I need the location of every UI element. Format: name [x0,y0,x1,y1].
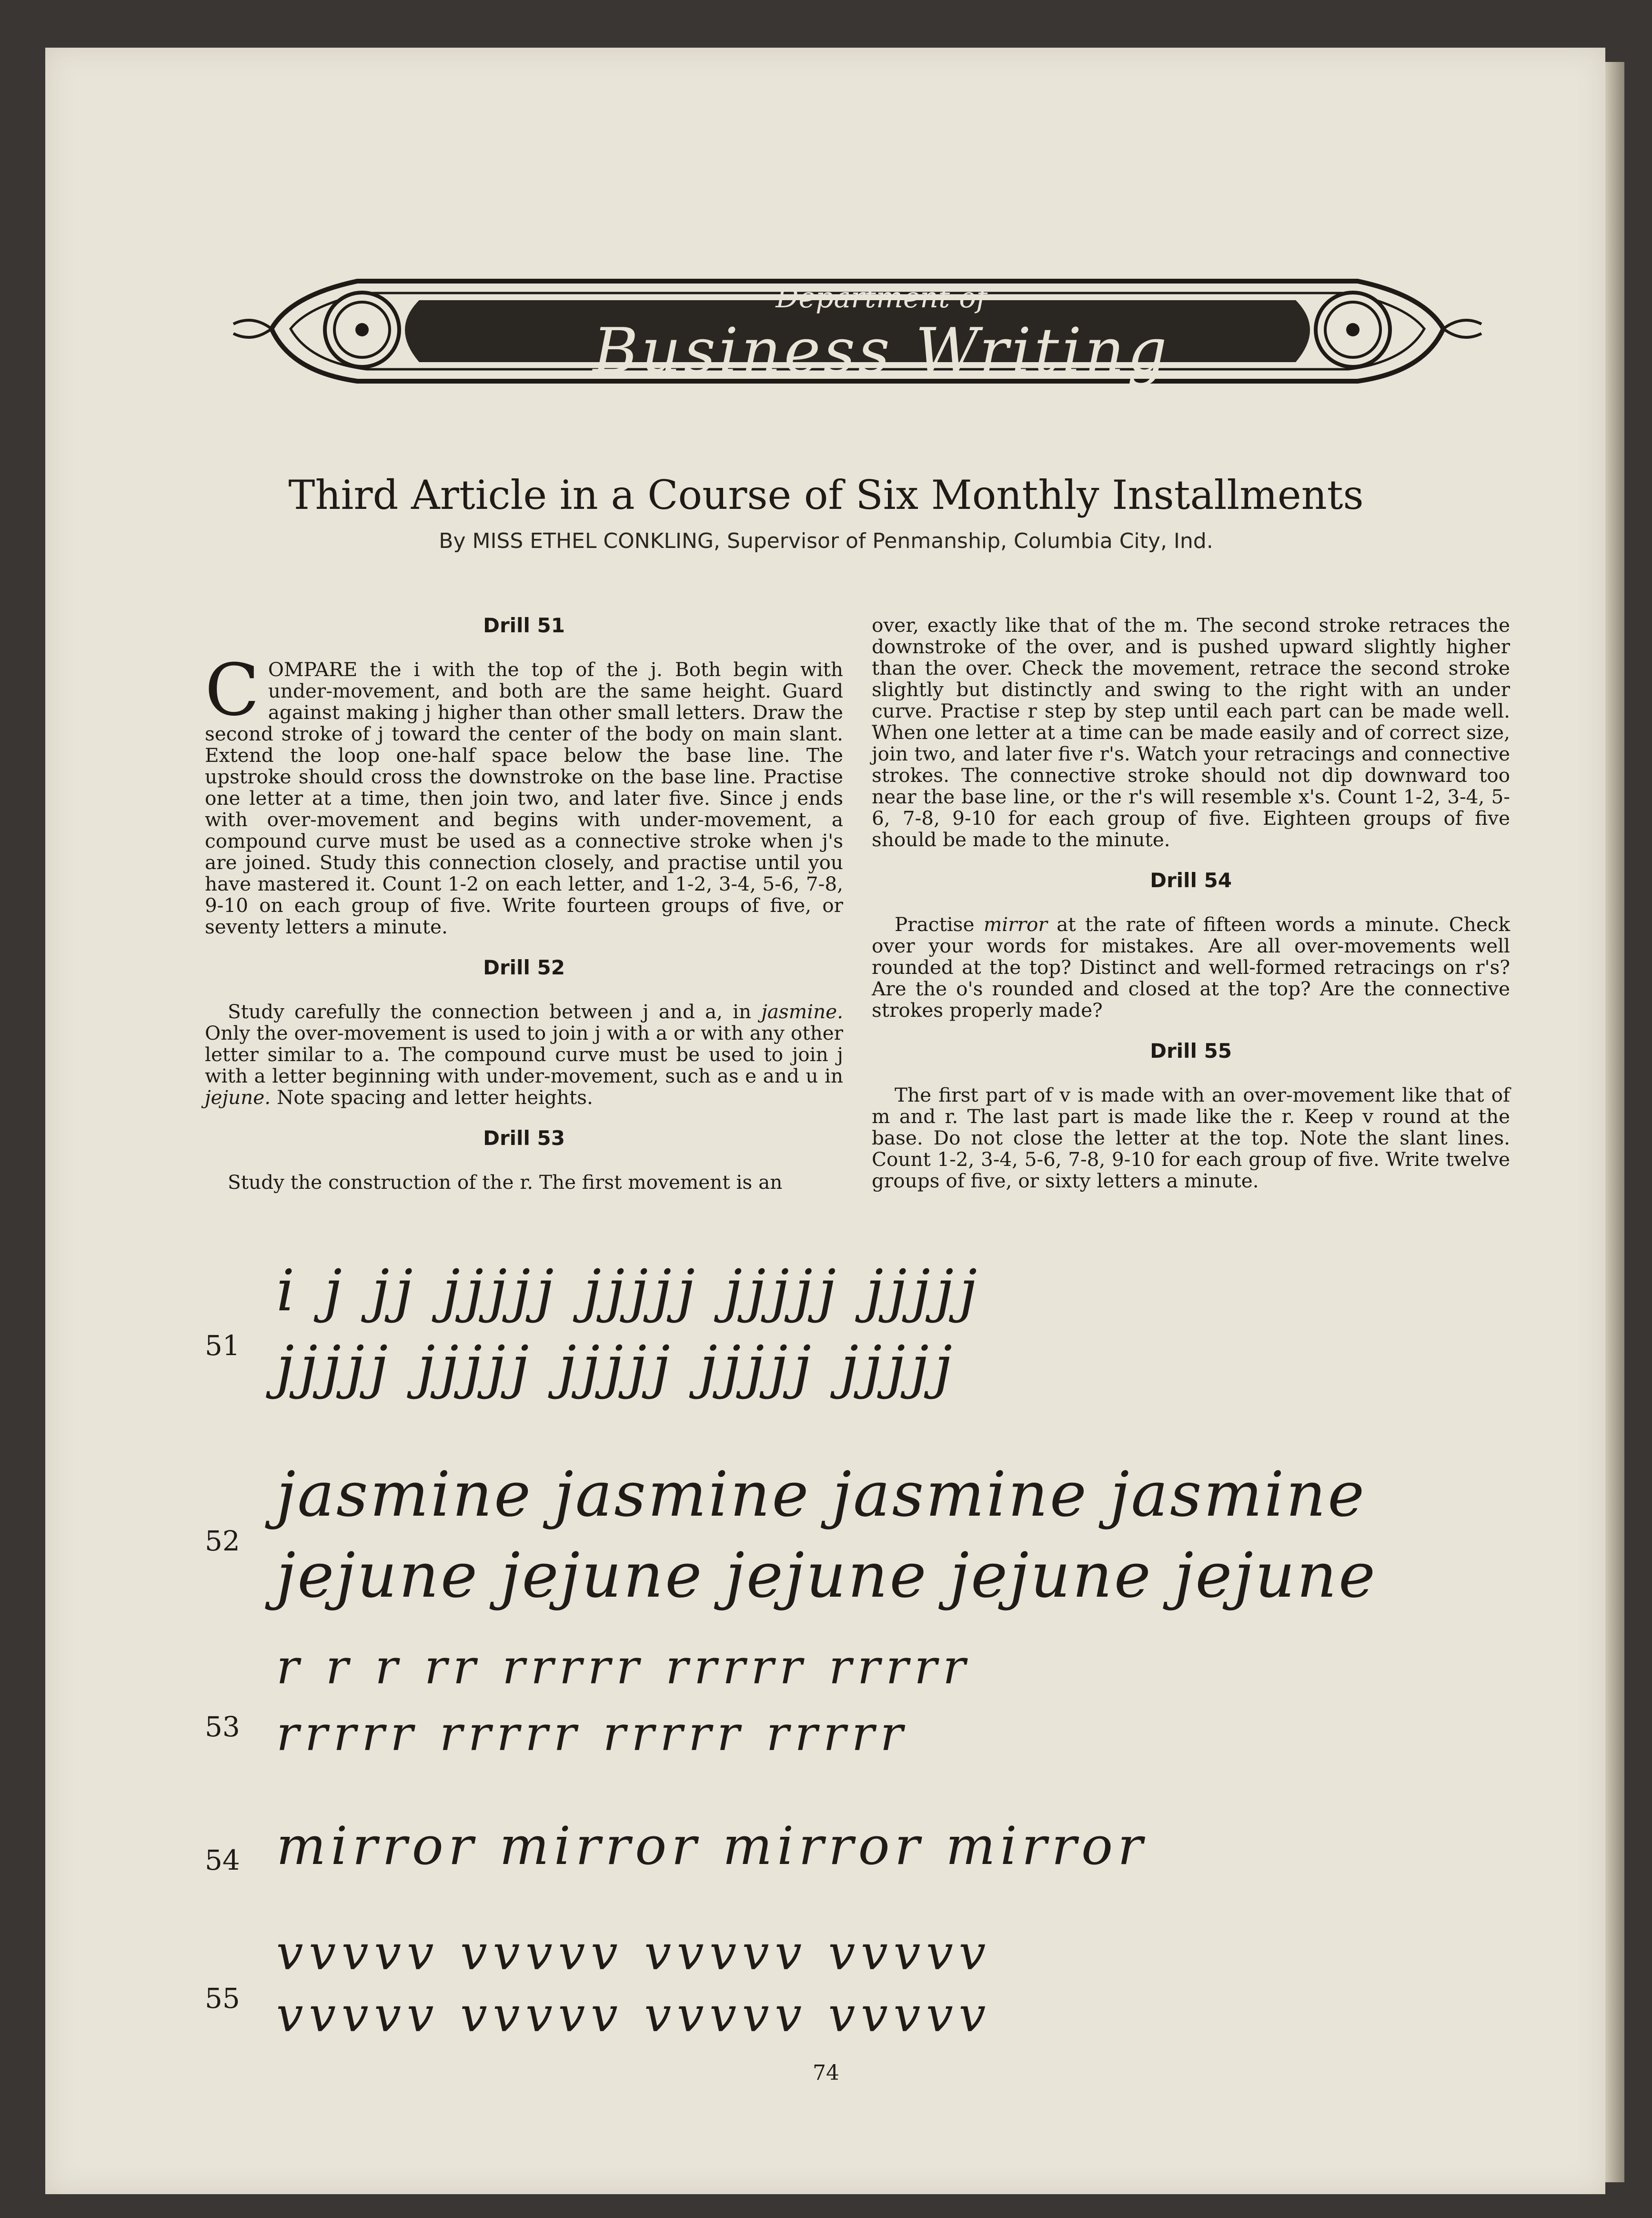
rosette-left [325,293,399,367]
drill-51-heading: Drill 51 [483,614,565,637]
specimen-number-52: 52 [205,1525,240,1557]
specimen-55-line1: vvvvv vvvvv vvvvv vvvvv [276,1925,992,1981]
drill-53-text-start: Study the construction of the r. The first movement is an [228,1171,783,1194]
drill-53-heading: Drill 53 [483,1126,565,1150]
specimen-number-53: 53 [205,1711,240,1743]
drill-51-body: OMPARE the i with the top of the j. Both begin with under-movement, and both are the same height. Guard against making j higher than other small letters. Draw the second stroke of j toward the center of the body on main slant. Extend the loop one-half space below the base line. The upstroke should cross the downstroke on the base line. Practise one letter at a time, then join two, and later five. Since j ends with over-movement and begins with under-movement, a compound curve must be used as a connective stroke when j's are joined. Study this connection closely, and practise until you have mastered it. Count 1-2 on each letter, and 1-2, 3-4, 5-6, 7-8, 9-10 on each group of five. Write fourteen groups of five, or seventy letters a minute. [205,658,843,938]
specimen-number-55: 55 [205,1982,240,2015]
article-title: Third Article in a Course of Six Monthly Installments [288,472,1364,518]
specimen-54-line: mirror mirror mirror mirror [276,1815,1148,1876]
word-jasmine: jasmine. [761,1000,843,1023]
drill-54-text [872,914,1510,1021]
right-column [872,615,1510,1211]
drop-cap: C [205,649,260,732]
drill-54-part1: Practise [895,913,984,936]
drill-52-part3: Note spacing and letter heights. [271,1086,593,1109]
rosette-right [1316,293,1390,367]
page-edge [1605,62,1624,2182]
specimen-number-51: 51 [205,1329,240,1362]
specimen-52-line1: jasmine jasmine jasmine jasmine [276,1458,1367,1530]
drill-52-part2: Only the over-movement is used to join j with a or with any other letter similar to a. The compound curve must be used to join j with a letter beginning with under-movement, such as e and u in [205,1022,843,1087]
drill-54-part2: at the rate of fifteen words a minute. Check over your words for mistakes. Are all over-movements well rounded at the top? Distinct and well-formed retracings on r's? Are the o's rounded and closed at the top? Are the connective strokes properly made? [872,913,1511,1022]
drill-55-text: The first part of v is made with an over-movement like that of m and r. The last part is made like the r. Keep v round at the base. Do not close the letter at the top. Note the slant lines. Count 1-2, 3-4, 5-6, 7-8, 9-10 for each group of five. Write twelve groups of five, or sixty letters a minute. [872,1084,1510,1192]
specimen-51-line1: i j jj jjjjj jjjjj jjjjj jjjjj [276,1258,983,1324]
specimen-51-line2: jjjjj jjjjj jjjjj jjjjj jjjjj [276,1334,958,1400]
specimen-number-54: 54 [205,1844,240,1876]
word-jejune: jejune. [205,1086,271,1109]
drill-51-text [205,649,843,938]
banner-line2: Business Writing [593,314,1170,387]
drill-55-heading: Drill 55 [1150,1039,1232,1063]
byline: By MISS ETHEL CONKLING, Supervisor of Penmanship, Columbia City, Ind. [439,529,1213,553]
drill-52-heading: Drill 52 [483,956,565,979]
banner-line1: Department of [776,281,987,314]
specimen-52-line2: jejune jejune jejune jejune jejune [276,1539,1377,1611]
page-number: 74 [813,2061,839,2085]
drill-52-text [205,1001,843,1108]
specimen-55-line2: vvvvv vvvvv vvvvv vvvvv [276,1987,992,2043]
specimen-53-line2: rrrrr rrrrr rrrrr rrrrr [276,1706,909,1762]
specimen-53-line1: r r r rr rrrrr rrrrr rrrrr [276,1639,971,1695]
word-mirror: mirror [983,913,1048,936]
drill-54-heading: Drill 54 [1150,869,1232,892]
drill-53-text-continued: over, exactly like that of the m. The second stroke retraces the downstroke of the over, and is pushed upward slightly higher than the over. Check the movement, retrace the second stroke slightly but distinctly and swing to the right with an under curve. Practise r step by step until each part can be made well. When one letter at a time can be made easily and of correct size, join two, and later five r's. Watch your retracings and connective strokes. The connective stroke should not dip downward too near the base line, or the r's will resemble x's. Count 1-2, 3-4, 5-6, 7-8, 9-10 for each group of five. Eighteen groups of five should be made to the minute. [872,614,1510,851]
drill-52-part1: Study carefully the connection between j and a, in [228,1000,762,1023]
left-column [205,615,843,1212]
